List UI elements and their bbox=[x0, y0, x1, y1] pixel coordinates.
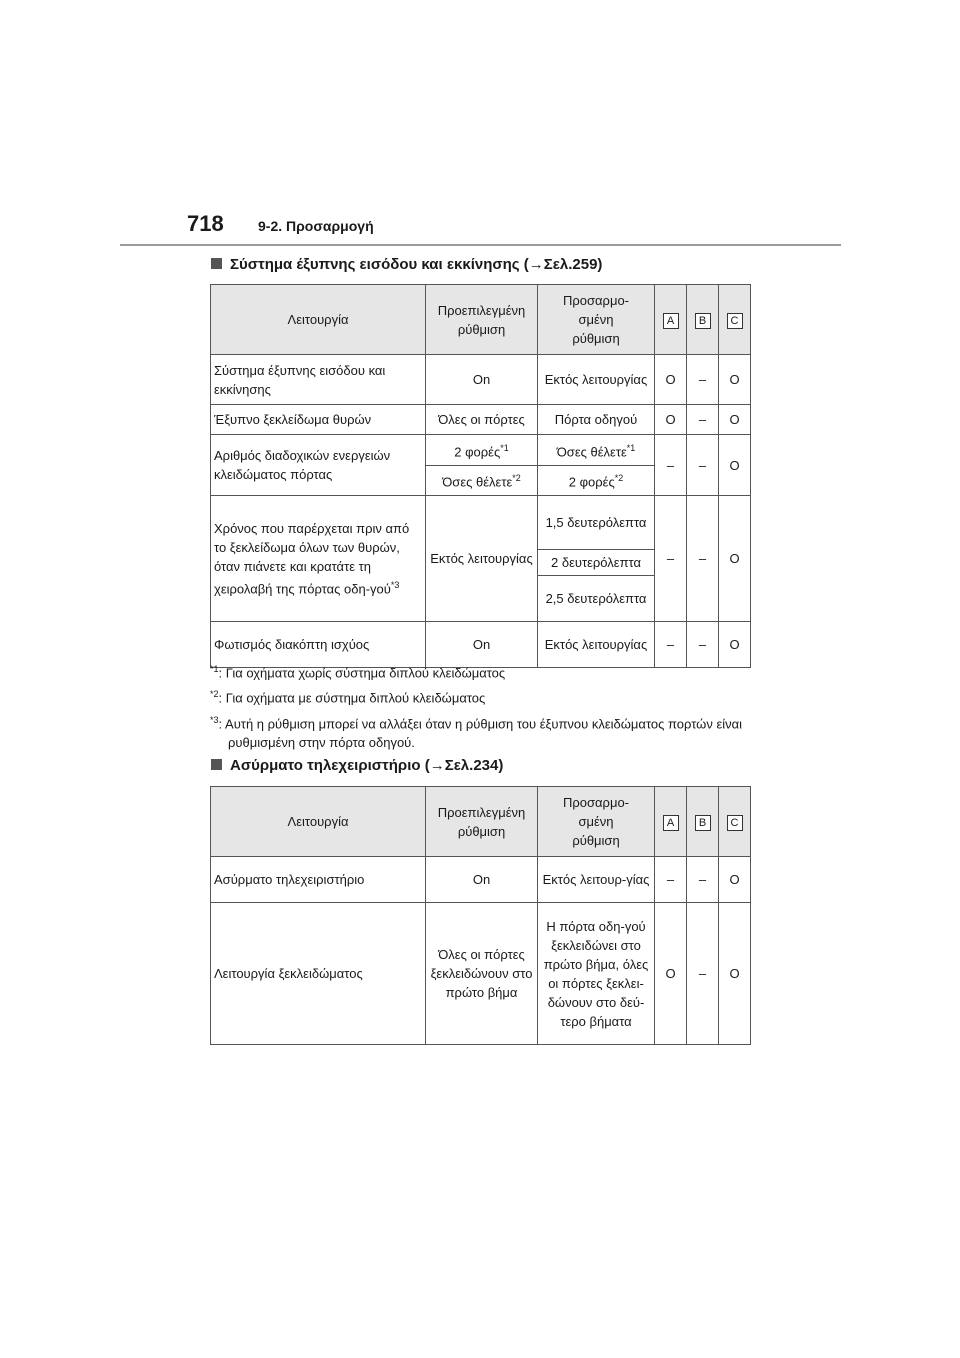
cell-function: Λειτουργία ξεκλειδώματος bbox=[211, 903, 426, 1045]
square-bullet-icon bbox=[211, 759, 222, 770]
table-row bbox=[211, 903, 751, 1045]
col-b bbox=[687, 787, 719, 857]
col-custom bbox=[538, 787, 655, 857]
footnote-text: : Για οχήματα με σύστημα διπλού κλειδώματος bbox=[218, 690, 486, 706]
cell-custom: Εκτός λειτουργίας bbox=[538, 622, 655, 668]
footnotes bbox=[210, 660, 750, 755]
footnote-mark: *1 bbox=[500, 442, 509, 453]
cell-a: O bbox=[655, 405, 687, 435]
cell-c: O bbox=[719, 857, 751, 903]
section2-heading bbox=[211, 757, 503, 774]
default-value: Όσες θέλετε bbox=[442, 474, 513, 490]
table-header-row bbox=[211, 787, 751, 857]
cell-function: Έξυπνο ξεκλείδωμα θυρών bbox=[211, 405, 426, 435]
col-c bbox=[719, 787, 751, 857]
cell-custom: 1,5 δευτερόλεπτα bbox=[538, 496, 655, 550]
table-header-row bbox=[211, 285, 751, 355]
cell-custom: Πόρτα οδηγού bbox=[538, 405, 655, 435]
cell-b: – bbox=[687, 435, 719, 496]
cell-c: O bbox=[719, 903, 751, 1045]
col-a bbox=[655, 787, 687, 857]
col-c bbox=[719, 285, 751, 355]
table-row bbox=[211, 355, 751, 405]
footnote-mark: *3 bbox=[390, 579, 400, 590]
custom-value: Όσες θέλετε bbox=[556, 444, 627, 460]
cell-default: On bbox=[426, 622, 538, 668]
col-custom-line2: σμένη bbox=[578, 312, 614, 327]
table-row bbox=[211, 496, 751, 550]
wireless-remote-table bbox=[210, 786, 751, 1045]
col-custom-line3: ρύθμιση bbox=[572, 833, 620, 848]
default-value: 2 φορές bbox=[454, 444, 501, 460]
col-function: Λειτουργία bbox=[211, 285, 426, 355]
box-a: A bbox=[663, 815, 679, 831]
function-text: Χρόνος που παρέρχεται πριν από το ξεκλείδωμα όλων των θυρών, όταν πιάνετε και κρατάτε τη χειρολαβή της πόρτας οδη-γού bbox=[214, 520, 410, 597]
cell-c: O bbox=[719, 405, 751, 435]
cell-custom: Η πόρτα οδη-γού ξεκλειδώνει στο πρώτο βήμα, όλες οι πόρτες ξεκλει-δώνουν στο δεύ-τερο βήματα bbox=[538, 903, 655, 1045]
cell-c: O bbox=[719, 435, 751, 496]
cell-function: Αριθμός διαδοχικών ενεργειών κλειδώματος πόρτας bbox=[211, 435, 426, 496]
col-a bbox=[655, 285, 687, 355]
footnote-mark: *2 bbox=[512, 473, 521, 484]
section1-heading bbox=[211, 256, 602, 273]
col-custom-line1: Προσαρμο- bbox=[563, 293, 629, 308]
cell-b: – bbox=[687, 622, 719, 668]
cell-a: O bbox=[655, 355, 687, 405]
cell-a: O bbox=[655, 903, 687, 1045]
cell-default: Όλες οι πόρτες ξεκλειδώνουν στο πρώτο βήμα bbox=[426, 903, 538, 1045]
box-b: B bbox=[695, 815, 711, 831]
cell-b: – bbox=[687, 903, 719, 1045]
cell-default bbox=[426, 435, 538, 466]
table-row bbox=[211, 435, 751, 466]
footnote-mark: *1 bbox=[210, 664, 219, 674]
col-custom-line3: ρύθμιση bbox=[572, 331, 620, 346]
cell-b: – bbox=[687, 496, 719, 622]
footnote-1 bbox=[210, 660, 750, 682]
footnote-mark: *3 bbox=[210, 714, 219, 725]
cell-a: – bbox=[655, 857, 687, 903]
col-custom bbox=[538, 285, 655, 355]
custom-value: 2 φορές bbox=[568, 474, 615, 490]
box-a: A bbox=[663, 313, 679, 329]
cell-c: O bbox=[719, 496, 751, 622]
cell-b: – bbox=[687, 857, 719, 903]
col-custom-line2: σμένη bbox=[578, 814, 614, 829]
col-function: Λειτουργία bbox=[211, 787, 426, 857]
col-b bbox=[687, 285, 719, 355]
table-row bbox=[211, 405, 751, 435]
cell-custom bbox=[538, 466, 655, 496]
cell-default: Εκτός λειτουργίας bbox=[426, 496, 538, 622]
cell-custom: 2 δευτερόλεπτα bbox=[538, 550, 655, 576]
square-bullet-icon bbox=[211, 258, 222, 269]
footnote-mark: *2 bbox=[210, 689, 219, 700]
cell-custom bbox=[538, 435, 655, 466]
cell-function: Ασύρματο τηλεχειριστήριο bbox=[211, 857, 426, 903]
box-c: C bbox=[727, 313, 743, 329]
cell-custom: Εκτός λειτουρ-γίας bbox=[538, 857, 655, 903]
col-default: Προεπιλεγμένη ρύθμιση bbox=[426, 285, 538, 355]
col-default: Προεπιλεγμένη ρύθμιση bbox=[426, 787, 538, 857]
smart-entry-table bbox=[210, 284, 751, 668]
cell-a: – bbox=[655, 622, 687, 668]
cell-default: On bbox=[426, 355, 538, 405]
cell-b: – bbox=[687, 405, 719, 435]
page-number: 718 bbox=[187, 211, 224, 236]
cell-default: Όλες οι πόρτες bbox=[426, 405, 538, 435]
cell-a: – bbox=[655, 496, 687, 622]
cell-c: O bbox=[719, 355, 751, 405]
cell-function: Σύστημα έξυπνης εισόδου και εκκίνησης bbox=[211, 355, 426, 405]
cell-a: – bbox=[655, 435, 687, 496]
box-c: C bbox=[727, 815, 743, 831]
footnote-2 bbox=[210, 685, 750, 707]
footnote-3 bbox=[210, 711, 750, 752]
cell-custom: Εκτός λειτουργίας bbox=[538, 355, 655, 405]
footnote-text: : Αυτή η ρύθμιση μπορεί να αλλάξει όταν η ρύθμιση του έξυπνου κλειδώματος πορτών είναι ρυθμισμένη στην πόρτα οδηγού. bbox=[218, 715, 743, 750]
cell-b: – bbox=[687, 355, 719, 405]
cell-c: O bbox=[719, 622, 751, 668]
header-rule bbox=[120, 244, 841, 246]
section-label: 9-2. Προσαρμογή bbox=[258, 218, 374, 234]
footnote-mark: *1 bbox=[626, 442, 636, 453]
footnote-text: : Για οχήματα χωρίς σύστημα διπλού κλειδώματος bbox=[218, 665, 506, 681]
table-row bbox=[211, 857, 751, 903]
cell-default bbox=[426, 466, 538, 496]
cell-custom: 2,5 δευτερόλεπτα bbox=[538, 576, 655, 622]
box-b: B bbox=[695, 313, 711, 329]
cell-default: On bbox=[426, 857, 538, 903]
cell-function bbox=[211, 496, 426, 622]
col-custom-line1: Προσαρμο- bbox=[563, 795, 629, 810]
cell-function: Φωτισμός διακόπτη ισχύος bbox=[211, 622, 426, 668]
section1-title: Σύστημα έξυπνης εισόδου και εκκίνησης (→Σελ.259) bbox=[230, 256, 603, 273]
section2-title: Ασύρματο τηλεχειριστήριο (→Σελ.234) bbox=[230, 757, 504, 774]
footnote-mark: *2 bbox=[614, 473, 624, 484]
